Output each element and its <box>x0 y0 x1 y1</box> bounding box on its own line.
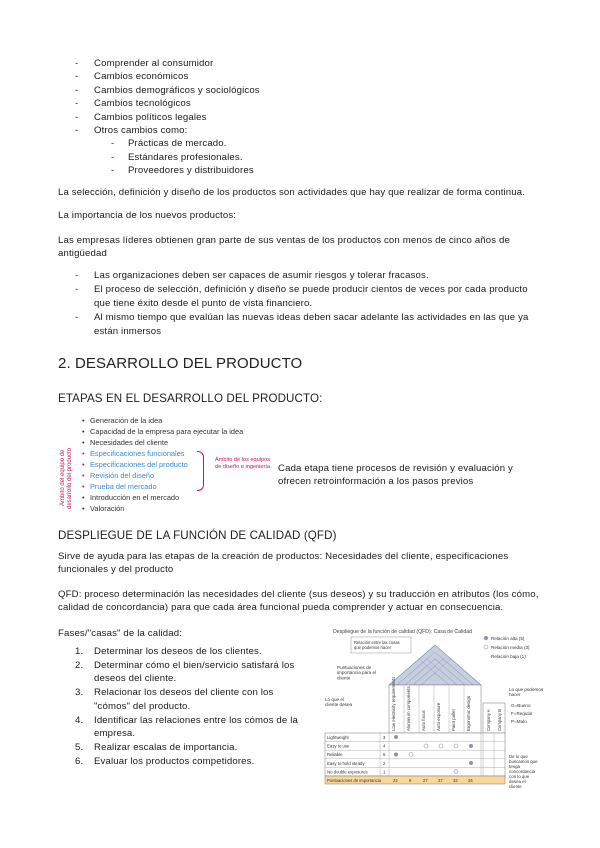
list-item: - Comprender al consumidor <box>75 57 545 70</box>
how-label: Auto focus <box>421 710 426 731</box>
company-label: Company A <box>486 709 491 731</box>
legend-medium: Relación media (3) <box>491 645 530 650</box>
list-item: - Cambios tecnológicos <box>75 97 545 110</box>
total-value: 22 <box>393 778 398 783</box>
roof-label: Relación entre las cosas que podemos hacer <box>354 640 400 650</box>
list-item: 5. Realizar escalas de importancia. <box>75 741 238 753</box>
house-of-quality-figure <box>323 625 549 793</box>
relation-mark <box>469 761 473 765</box>
legend-high: Relación alta (5) <box>491 636 525 641</box>
design-team-label: Ámbito de los equipos de diseño e ingeniería <box>215 457 271 470</box>
house-title: Despliegue de la función de calidad (QFD): Casa de Calidad <box>333 629 472 635</box>
paragraph-qfd-help: Sirve de ayuda para las etapas de la creación de productos: Necesidades del cliente, especificaciones funcionales y del producto <box>58 551 509 576</box>
list-item-label: Otros cambios como: <box>94 125 188 137</box>
how-label: Auto exposure <box>436 702 441 731</box>
other-changes-list <box>94 137 545 177</box>
list-item: - Al mismo tiempo que evalúan las nuevas ideas deben sacar adelante las actividades en las que ya están inmersos <box>75 311 545 338</box>
legend-low: Relación baja (1) <box>491 654 526 659</box>
bottom-note: De lo que buscamos que tenga concordancia con lo que desea el cliente <box>509 754 538 789</box>
list-item: - Las organizaciones deben ser capaces de asumir riesgos y tolerar fracasos. <box>75 269 545 282</box>
stage-item: • Revisión del diseño <box>82 470 243 481</box>
fases-title: Fases/"casas" de la calidad: <box>58 628 183 639</box>
want-label: Easy to hold steady <box>327 760 365 766</box>
org-points-list <box>75 269 545 339</box>
list-item: 4. Identificar las relaciones entre los cómos de la empresa. <box>75 714 298 739</box>
relation-mark <box>394 735 398 739</box>
stage-item: • Especificaciones del producto <box>82 459 243 470</box>
totals-label: Puntuaciones de importancia <box>327 778 382 783</box>
list-item: - Prácticas de mercado. <box>111 137 545 150</box>
relation-mark <box>469 744 473 748</box>
list-item: - Cambios demográficos y sociológicos <box>75 84 545 97</box>
scale-good: G=Bueno <box>511 703 531 708</box>
team-scope-label: Ámbito del equipo de desarrollo del producto <box>60 447 73 509</box>
total-value: 27 <box>423 778 428 783</box>
list-item: 1. Determinar los deseos de los clientes. <box>75 646 262 657</box>
importance-value: 4 <box>383 743 386 749</box>
stage-item: • Generación de la idea <box>82 415 243 426</box>
how-label: Low electricity requirements <box>391 676 396 731</box>
how-label: Ergonomic design <box>466 695 471 731</box>
total-value: 32 <box>453 778 458 783</box>
legend-medium-icon <box>484 645 488 649</box>
importance-value: 5 <box>383 752 386 758</box>
stages-figure <box>60 415 275 520</box>
total-value: 25 <box>468 778 473 783</box>
want-label: Easy to use <box>327 743 350 749</box>
list-item: - Estándares profesionales. <box>111 151 545 164</box>
etapas-heading: ETAPAS EN EL DESARROLLO DEL PRODUCTO: <box>58 392 323 405</box>
list-item: - El proceso de selección, definición y diseño se puede producir cientos de veces por cada producto que tiene éxito desde el punto de vista financiero. <box>75 283 545 310</box>
bracket <box>197 451 204 491</box>
factors-list <box>75 57 545 178</box>
how-label: Paint pallet <box>451 709 456 731</box>
paragraph-empresas: Las empresas líderes obtienen gran parte de sus ventas de los productos con menos de cinco años de antigüedad <box>58 235 511 260</box>
paragraph-qfd-definition: QFD: proceso determinación las necesidades del cliente (sus deseos) y su traducción en atributos (los cómo, calidad de concordancia) para que cada área funcional pueda comprender y actuar en consecuencia. <box>58 589 539 614</box>
qfd-heading: DESPLIEGUE DE LA FUNCIÓN DE CALIDAD (QFD) <box>58 529 337 542</box>
want-label: No double exposures <box>327 769 368 775</box>
stages-caption: Cada etapa tiene procesos de revisión y evaluación y ofrecen retroinformación a los pasos previos <box>278 463 513 488</box>
want-label: Reliable <box>327 752 343 758</box>
scale-fair: F=Regular <box>511 711 533 716</box>
what-label: Lo que el cliente desea <box>325 697 353 708</box>
scale-poor: P=Malo <box>511 719 527 724</box>
company-label: Company B <box>497 709 502 731</box>
importance-value: 1 <box>383 769 386 775</box>
importance-value: 2 <box>383 760 386 766</box>
fases-list <box>75 645 310 769</box>
list-item: - Proveedores y distribuidores <box>111 164 545 177</box>
importance-label: Puntuaciones de importancia para el cliente <box>337 665 377 681</box>
list-item <box>75 124 545 178</box>
total-value: 9 <box>409 778 412 783</box>
section-heading: 2. DESARROLLO DEL PRODUCTO <box>58 355 303 372</box>
total-value: 27 <box>438 778 443 783</box>
list-item: 3. Relacionar los deseos del cliente con los "cómos" del producto. <box>75 687 274 712</box>
house-of-quality-diagram <box>323 625 549 793</box>
stage-item: • Especificaciones funcionales <box>82 448 243 459</box>
legend-high-icon <box>484 636 488 640</box>
relation-mark <box>394 753 398 757</box>
stage-item: • Necesidades del cliente <box>82 437 243 448</box>
importance-value: 3 <box>383 735 386 740</box>
list-item: - Cambios políticos legales <box>75 111 545 124</box>
whatwedo-label: Lo que podemos hacer <box>509 687 544 698</box>
stage-item: • Valoración <box>82 503 243 514</box>
want-label: Lightweight <box>327 735 349 740</box>
stage-item: • Introducción en el mercado <box>82 492 243 503</box>
stage-item: • Prueba del mercado <box>82 481 243 492</box>
list-item: - Cambios económicos <box>75 70 545 83</box>
paragraph-importancia: La importancia de los nuevos productos: <box>58 210 237 221</box>
list-item: 6. Evaluar los productos competidores. <box>75 755 255 767</box>
paragraph-seleccion: La selección, definición y diseño de los productos son actividades que hay que realizar de forma continua. <box>58 187 526 198</box>
how-label: Aluminum components <box>406 686 411 731</box>
list-item: 2. Determinar cómo el bien/servicio satisfará los deseos del cliente. <box>75 659 295 685</box>
stage-item: • Capacidad de la empresa para ejecutar la idea <box>82 426 243 437</box>
